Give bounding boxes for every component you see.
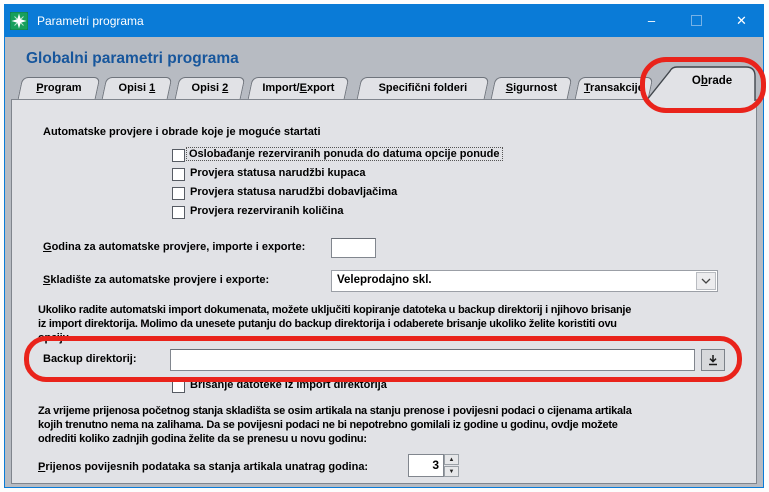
chevron-down-icon (701, 278, 711, 284)
backup-direktorij-label: Backup direktorij: (43, 353, 137, 365)
godina-input[interactable] (331, 238, 376, 258)
skladiste-label: Skladište za automatske provjere i exporte: (43, 274, 270, 286)
close-button[interactable] (719, 4, 764, 37)
checkbox-brisanje-datoteke[interactable] (172, 380, 185, 393)
skladiste-dropdown-button[interactable] (696, 272, 716, 290)
skladiste-selected-value: Veleprodajno skl. (337, 274, 432, 286)
backup-info-paragraph (38, 303, 631, 345)
stepper-up-button[interactable] (444, 454, 459, 465)
app-sparkle-icon (10, 12, 28, 30)
prijenos-info-line-2: kojih trenutno nema na zalihama. Da se povijesni podaci ne bi nepotrebno gomilali iz godine u godinu, ovdje možete (38, 419, 618, 431)
prijenos-info-line-3: odrediti koliko zadnjih godina želite da se prenesu u novu godinu: (38, 433, 367, 445)
tab-obrade-active[interactable]: Obrade (644, 66, 758, 101)
prijenos-info-line-1: Za vrijeme prijenosa početnog stanja skladišta se osim artikala na stanju prenose i povijesni podaci o cijenama artikala (38, 405, 632, 417)
prijenos-godina-label: Prijenos povijesnih podataka sa stanja artikala unatrag godina: (38, 461, 369, 473)
backup-direktorij-input[interactable] (170, 349, 695, 371)
spin-up-icon: ▲ (448, 456, 455, 463)
backup-info-line-3: opciju. (38, 332, 72, 344)
checkbox-provjera-narudzbi-dobavljacima-label[interactable]: Provjera statusa narudžbi dobavljačima (190, 186, 398, 198)
tab-import-export[interactable]: Import/Export (248, 77, 350, 99)
backup-info-line-2: iz import direktorija. Molimo da unesete putanju do backup direktorija i odaberete brisanje ukoliko želite koristiti ovu (38, 318, 617, 330)
prijenos-godina-stepper (444, 454, 459, 477)
section-automatske-provjere-label: Automatske provjere i obrade koje je moguće startati (43, 126, 321, 138)
spin-down-icon: ▼ (448, 468, 455, 475)
checkbox-oslobadanje-ponuda-label[interactable]: Oslobađanje rezerviranih ponuda do datuma opcije ponude (189, 148, 500, 160)
tab-sigurnost[interactable]: Sigurnost (491, 77, 573, 99)
title-bar (4, 4, 764, 37)
checkbox-provjera-narudzbi-kupaca[interactable] (172, 168, 185, 181)
prijenos-godina-value[interactable]: 3 (408, 454, 444, 477)
godina-label: Godina za automatske provjere, importe i exporte: (43, 241, 306, 253)
checkbox-provjera-rezerviranih-kolicina-label[interactable]: Provjera rezerviranih količina (190, 205, 344, 217)
prijenos-info-paragraph (38, 404, 632, 446)
maximize-button[interactable] (674, 4, 719, 37)
window-title: Parametri programa (37, 13, 144, 28)
tab-program[interactable]: Program (18, 77, 101, 99)
checkbox-brisanje-datoteke-label[interactable]: Brisanje datoteke iz import direktorija (190, 379, 387, 391)
minimize-icon: – (647, 13, 656, 28)
tab-opisi-2[interactable]: Opisi 2 (175, 77, 246, 99)
page-title: Globalni parametri programa (26, 50, 239, 67)
checkbox-provjera-narudzbi-kupaca-label[interactable]: Provjera statusa narudžbi kupaca (190, 167, 366, 179)
tab-transakcije[interactable]: Transakcije (575, 77, 654, 99)
minimize-button[interactable] (629, 4, 674, 37)
skladiste-dropdown[interactable] (331, 270, 718, 292)
folder-pick-arrow-icon (707, 354, 719, 366)
backup-browse-button[interactable] (701, 349, 725, 371)
maximize-icon (691, 15, 702, 26)
backup-info-line-1: Ukoliko radite automatski import dokumenata, možete uključiti kopiranje datoteka u backup direktorij i njihovo brisanje (38, 304, 632, 316)
close-icon: ✕ (736, 12, 747, 28)
checkbox-provjera-rezerviranih-kolicina[interactable] (172, 206, 185, 219)
tab-opisi-1[interactable]: Opisi 1 (102, 77, 173, 99)
tab-specificni-folderi[interactable]: Specifični folderi (357, 77, 490, 99)
checkbox-oslobadanje-ponuda[interactable] (172, 149, 185, 162)
checkbox-provjera-narudzbi-dobavljacima[interactable] (172, 187, 185, 200)
stepper-down-button[interactable] (444, 466, 459, 477)
